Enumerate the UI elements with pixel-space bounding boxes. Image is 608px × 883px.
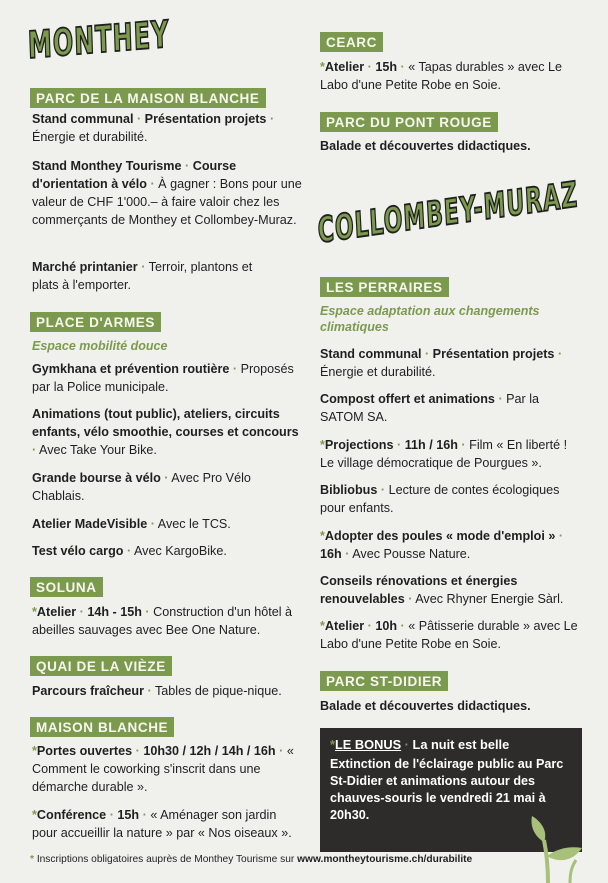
item-desc: « Comment le coworking s'inscrit dans une démarche durable ». bbox=[32, 744, 294, 794]
item-title: Bibliobus bbox=[320, 483, 378, 497]
footnote bbox=[30, 853, 472, 867]
asterisk-icon: * bbox=[30, 854, 34, 865]
section-tag-place-armes: PLACE D'ARMES bbox=[30, 312, 161, 332]
section-tag-parc-maison-blanche: PARC DE LA MAISON BLANCHE bbox=[30, 88, 266, 108]
item-title: Présentation projets bbox=[144, 112, 267, 126]
bonus-label: LE BONUS bbox=[334, 737, 402, 752]
item-desc: À gagner : Bons pour une valeur de CHF 1'000.– à faire valoir chez les commerçants de Monthey et Collombey-Muraz. bbox=[32, 177, 302, 227]
item-desc: « Pâtisserie durable » avec Le Labo d'une Petite Robe en Soie. bbox=[320, 619, 578, 651]
item-title: Grande bourse à vélo bbox=[32, 471, 161, 485]
asterisk-icon: * bbox=[320, 529, 325, 543]
item-desc: Film « En liberté ! Le village démocratique de Pourgues ». bbox=[320, 438, 568, 470]
list-item: Test vélo cargo · Avec KargoBike. bbox=[32, 544, 227, 558]
item-title: Balade et découvertes didactiques. bbox=[320, 699, 531, 713]
item-title: Marché printanier bbox=[32, 260, 138, 274]
item-title: Atelier bbox=[36, 605, 77, 619]
item-time: 14h - 15h bbox=[87, 605, 142, 619]
city-title-collombey: COLLOMBEY-MURAZ bbox=[316, 175, 580, 253]
item-desc: Avec Rhyner Energie Sàrl. bbox=[415, 592, 564, 606]
item-time: 16h bbox=[320, 547, 342, 561]
item-desc: Avec Take Your Bike. bbox=[39, 443, 157, 457]
item-desc: Avec Pousse Nature. bbox=[352, 547, 471, 561]
item-title: Conférence bbox=[36, 808, 107, 822]
list-item: Gymkhana et prévention routière · Proposés par la Police municipale. bbox=[32, 362, 294, 394]
item-title: Parcours fraîcheur bbox=[32, 684, 144, 698]
item-time: 15h bbox=[375, 60, 398, 74]
item-title: Portes ouvertes bbox=[36, 744, 133, 758]
item-title: Atelier bbox=[324, 619, 365, 633]
list-item: *Atelier · 14h - 15h · Construction d'un hôtel à abeilles sauvages avec Bee One Nature. bbox=[32, 605, 293, 637]
section-tag-st-didier: PARC ST-DIDIER bbox=[320, 671, 448, 691]
item-desc: « Tapas durables » avec Le Labo d'une Petite Robe en Soie. bbox=[320, 60, 563, 92]
item-title: Compost offert et animations bbox=[320, 392, 495, 406]
item-title: Test vélo cargo bbox=[32, 544, 124, 558]
item-desc: Construction d'un hôtel à abeilles sauvages avec Bee One Nature. bbox=[32, 605, 293, 637]
item-title: Course d'orientation à vélo bbox=[32, 159, 237, 191]
item-desc: Tables de pique-nique. bbox=[154, 684, 282, 698]
item-desc: Énergie et durabilité. bbox=[320, 365, 436, 379]
item-title: Gymkhana et prévention routière bbox=[32, 362, 230, 376]
asterisk-icon: * bbox=[320, 60, 325, 74]
item-desc: Avec Pro Vélo Chablais. bbox=[32, 471, 251, 503]
item-title: Balade et découvertes didactiques. bbox=[320, 139, 531, 153]
item-desc: Proposés par la Police municipale. bbox=[32, 362, 294, 394]
footnote-text: Inscriptions obligatoires auprès de Monthey Tourisme sur bbox=[36, 854, 295, 865]
list-item: Grande bourse à vélo · Avec Pro Vélo Chablais. bbox=[32, 471, 251, 503]
list-item bbox=[320, 137, 582, 155]
asterisk-icon: * bbox=[330, 737, 335, 752]
item-desc: Avec le TCS. bbox=[157, 517, 231, 531]
asterisk-icon: * bbox=[32, 605, 37, 619]
plant-illustration bbox=[528, 812, 588, 883]
list-item: Conseils rénovations et énergies renouvelables · Avec Rhyner Energie Sàrl. bbox=[320, 574, 564, 606]
list-item: Bibliobus · Lecture de contes écologiques pour enfants. bbox=[320, 483, 560, 515]
bonus-title: La nuit est belle bbox=[412, 737, 510, 752]
item-title: Projections bbox=[324, 438, 394, 452]
list-item: Marché printanier · Terroir, plantons et plats à l'emporter. bbox=[32, 260, 253, 292]
list-item: Stand Monthey Tourisme · Course d'orientation à vélo · À gagner : Bons pour une valeur de CHF 1'000.– à faire valoir chez les commerçants de Monthey et Collombey-Muraz. bbox=[32, 159, 302, 227]
item-title: Conseils rénovations et énergies renouvelables bbox=[320, 574, 518, 606]
item-time: 10h30 / 12h / 14h / 16h bbox=[143, 744, 276, 758]
list-item: Compost offert et animations · Par la SATOM SA. bbox=[320, 392, 540, 424]
section-tag-perraires: LES PERRAIRES bbox=[320, 277, 449, 297]
list-item: *Atelier · 15h · « Tapas durables » avec Le Labo d'une Petite Robe en Soie. bbox=[320, 60, 563, 92]
item-title: Stand communal bbox=[320, 347, 422, 361]
item-desc: Lecture de contes écologiques pour enfants. bbox=[320, 483, 560, 515]
item-desc: Avec KargoBike. bbox=[133, 544, 227, 558]
list-item: *Projections · 11h / 16h · Film « En liberté ! Le village démocratique de Pourgues ». bbox=[320, 438, 568, 470]
item-title: Atelier MadeVisible bbox=[32, 517, 148, 531]
asterisk-icon: * bbox=[320, 438, 325, 452]
footnote-url[interactable]: www.montheytourisme.ch/durabilite bbox=[297, 854, 473, 865]
list-item: Parcours fraîcheur · Tables de pique-nique. bbox=[32, 684, 282, 698]
item-title: Animations (tout public), ateliers, circuits enfants, vélo smoothie, courses et concours bbox=[32, 407, 299, 439]
asterisk-icon: * bbox=[32, 744, 37, 758]
list-item: Stand communal · Présentation projets · Énergie et durabilité. bbox=[32, 112, 275, 144]
section-tag-pont-rouge: PARC DU PONT ROUGE bbox=[320, 112, 498, 132]
list-item: Animations (tout public), ateliers, circuits enfants, vélo smoothie, courses et concours · Avec Take Your Bike. bbox=[32, 407, 299, 457]
item-desc: Terroir, plantons et plats à l'emporter. bbox=[32, 260, 253, 292]
section-subtitle: Espace mobilité douce bbox=[32, 339, 168, 353]
item-title: Atelier bbox=[324, 60, 365, 74]
section-tag-soluna: SOLUNA bbox=[30, 577, 103, 597]
list-item bbox=[320, 697, 582, 715]
section-tag-quai-vieze: QUAI DE LA VIÈZE bbox=[30, 656, 172, 676]
list-item: *Portes ouvertes · 10h30 / 12h / 14h / 16h · « Comment le coworking s'inscrit dans une démarche durable ». bbox=[32, 744, 294, 794]
item-title: Présentation projets bbox=[432, 347, 555, 361]
city-title-monthey: MONTHEY bbox=[27, 12, 171, 68]
item-time: 11h / 16h bbox=[404, 438, 458, 452]
item-desc: Par la SATOM SA. bbox=[320, 392, 540, 424]
bonus-text: Extinction de l'éclairage public au Parc St-Didier et animations autour des chauves-souris le vendredi 21 mai à 20h30. bbox=[330, 757, 564, 822]
section-tag-cearc: CEARC bbox=[320, 32, 383, 52]
list-item: Stand communal · Présentation projets · Énergie et durabilité. bbox=[320, 347, 563, 379]
list-item: *Atelier · 10h · « Pâtisserie durable » avec Le Labo d'une Petite Robe en Soie. bbox=[320, 619, 578, 651]
item-title: Stand Monthey Tourisme bbox=[32, 159, 182, 173]
item-title: Stand communal bbox=[32, 112, 134, 126]
asterisk-icon: * bbox=[320, 619, 325, 633]
item-title: Adopter des poules « mode d'emploi » bbox=[324, 529, 556, 543]
list-item: *Conférence · 15h · « Aménager son jardin pour accueillir la nature » par « Nos oiseaux ». bbox=[32, 808, 292, 840]
item-time: 10h bbox=[375, 619, 398, 633]
bonus-heading: *LE BONUS · La nuit est belle bbox=[330, 737, 510, 752]
item-desc: « Aménager son jardin pour accueillir la nature » par « Nos oiseaux ». bbox=[32, 808, 292, 840]
item-desc: Énergie et durabilité. bbox=[32, 130, 148, 144]
item-time: 15h bbox=[117, 808, 140, 822]
list-item: Atelier MadeVisible · Avec le TCS. bbox=[32, 517, 231, 531]
section-subtitle: Espace adaptation aux changements climatiques bbox=[320, 304, 540, 334]
list-item: *Adopter des poules « mode d'emploi » · 16h · Avec Pousse Nature. bbox=[320, 529, 564, 561]
section-tag-maison-blanche: MAISON BLANCHE bbox=[30, 717, 174, 737]
asterisk-icon: * bbox=[32, 808, 37, 822]
